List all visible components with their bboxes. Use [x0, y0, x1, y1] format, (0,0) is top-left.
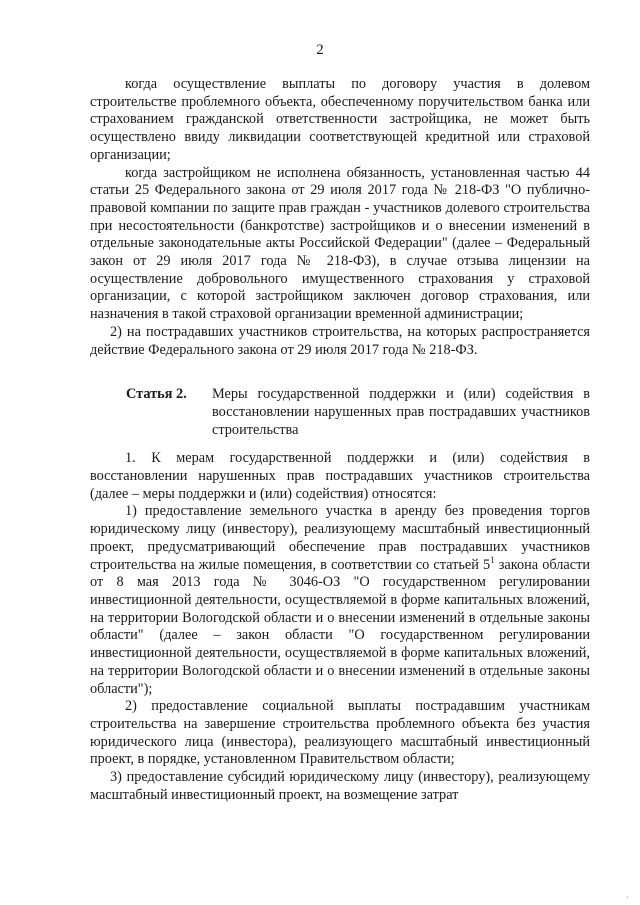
paragraph-obligation: когда застройщиком не исполнена обязанность, установленная частью 44 статьи 25 Федерального закона от 29 июля 2017 года № 218-ФЗ "О публично-правовой компании по защите прав граждан - участников долевого строительства при несостоятельности (банкротстве) застройщиков и о внесении изменений в отдельные законодательные акты Российской Федерации" (далее – Федеральный закон от 29 июля 2017 года № 218-ФЗ), в случае отзыва лицензии на осуществление добровольного имущественного страхования у страховой организации, с которой застройщиком заключен договор страхования, или назначения в такой страховой организации временной администрации;: [90, 164, 590, 323]
superscript: 1: [490, 554, 495, 565]
corner-mark: ·: [626, 893, 629, 902]
article-heading: [90, 386, 590, 439]
paragraph-measures: 1. К мерам государственной поддержки и (или) содействия в восстановлении нарушенных прав пострадавших участников строительства (далее – меры поддержки и (или) содействия) относятся:: [90, 450, 590, 502]
paragraph-subsidies: 3) предоставление субсидий юридическому лицу (инвестору), реализующему масштабный инвестиционный проект, на возмещение затрат: [90, 769, 590, 803]
article-label: Статья 2.: [126, 386, 187, 403]
land-plot-text-after: закона области от 8 мая 2013 года № 3046-ОЗ "О государственном регулировании инвестиционной деятельности, осуществляемой в форме капитальных вложений, на территории Вологодской области и о внесении изменений в отдельные законы области" (далее – закон области "О государственном регулировании инвестиционной деятельности, осуществляемой в форме капитальных вложений, на территории Вологодской области и о внесении изменений в отдельные законы области");: [90, 556, 590, 697]
land-plot-text-before: 1) предоставление земельного участка в аренду без проведения торгов юридическому лицу (инвестору), реализующему масштабный инвестиционный проект, предусматривающий обеспечение прав пострадавших участников строительства на жилые помещения, в соответствии со статьей 5: [90, 503, 590, 573]
paragraph-land-plot: [90, 503, 590, 698]
paragraph-liquidation: когда осуществление выплаты по договору участия в долевом строительстве проблемного объекта, обеспеченному поручительством банка или страхованием гражданской ответственности застройщика, не может быть осуществлено ввиду ликвидации соответствующей кредитной или страховой организации;: [90, 76, 590, 163]
article-title: Меры государственной поддержки и (или) содействия в восстановлении нарушенных прав пострадавших участников строительства: [212, 386, 590, 438]
paragraph-item-2: 2) на пострадавших участников строительства, на которых распространяется действие Федерального закона от 29 июля 2017 года № 218-ФЗ.: [90, 323, 590, 358]
page-number: 2: [316, 42, 324, 58]
page-content: [90, 76, 590, 804]
paragraph-social-payment: 2) предоставление социальной выплаты пострадавшим участникам строительства на завершение строительства проблемного объекта без участия юридического лица (инвестора), реализующего масштабный инвестиционный проект, в порядке, установленном Правительством области;: [90, 698, 590, 768]
